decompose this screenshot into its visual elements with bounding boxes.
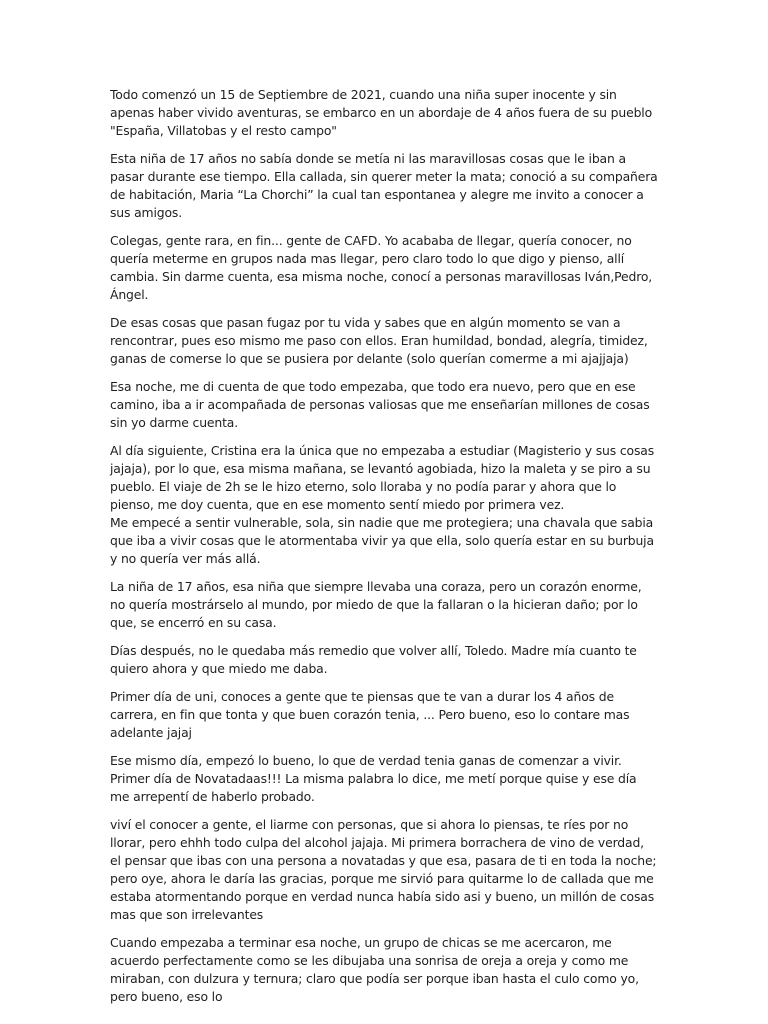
paragraph-7: Me empecé a sentir vulnerable, sola, sin nadie que me protegiera; una chavala que sabia que iba a vivir cosas que le atormentaba vivir ya que ella, solo quería estar en su burbuja y no quería ver más allá. xyxy=(110,515,654,566)
paragraph-6: Al día siguiente, Cristina era la única que no empezaba a estudiar (Magisterio y sus cosas jajaja), por lo que, esa misma mañana, se levantó agobiada, hizo la maleta y se piro a su pueblo. El viaje de 2h se le hizo eterno, solo lloraba y no podía parar y ahora que lo pienso, me doy cuenta, que en ese momento sentí miedo por primera vez. xyxy=(110,443,655,512)
paragraph-1: Todo comenzó un 15 de Septiembre de 2021, cuando una niña super inocente y sin apenas haber vivido aventuras, se embarco en un abordaje de 4 años fuera de su pueblo "España, Villatobas y el resto campo" xyxy=(110,87,653,138)
paragraph-3: Colegas, gente rara, en fin... gente de CAFD. Yo acababa de llegar, quería conocer, no quería meterme en grupos nada mas llegar, pero claro todo lo que digo y pienso, allí cambia. Sin darme cuenta, esa misma noche, conocí a personas maravillosas Iván,Pedro, Ángel. xyxy=(110,233,653,302)
paragraph-4: De esas cosas que pasan fugaz por tu vida y sabes que en algún momento se van a rencontrar, pues eso mismo me paso con ellos. Eran humildad, bondad, alegría, timidez, ganas de comerse lo que se pusiera por delante (solo querían comerme a mi ajajjaja) xyxy=(110,315,648,366)
paragraph-2: Esta niña de 17 años no sabía donde se metía ni las maravillosas cosas que le iban a pasar durante ese tiempo. Ella callada, sin querer meter la mata; conoció a su compañera de habitación, Maria “La Chorchi” la cual tan espontanea y alegre me invito a conocer a sus amigos. xyxy=(110,151,658,220)
paragraph-13: Cuando empezaba a terminar esa noche, un grupo de chicas se me acercaron, me acuerdo perfectamente como se les dibujaba una sonrisa de oreja a oreja y como me miraban, con dulzura y ternura; claro que podía ser porque iban hasta el culo como yo, pero bueno, eso lo xyxy=(110,935,639,1004)
document-body xyxy=(110,86,658,1016)
paragraph-12: viví el conocer a gente, el liarme con personas, que si ahora lo piensas, te ríes por no llorar, pero ehhh todo culpa del alcohol jajaja. Mi primera borrachera de vino de verdad, el pensar que ibas con una persona a novatadas y que esa, pasara de ti en toda la noche; pero oye, ahora le daría las gracias, porque me sirvió para quitarme lo de callada que me estaba atormentando porque en verdad nunca había sido asi y bueno, un millón de cosas mas que son irrelevantes xyxy=(110,817,657,922)
paragraph-5: Esa noche, me di cuenta de que todo empezaba, que todo era nuevo, pero que en ese camino, iba a ir acompañada de personas valiosas que me enseñarían millones de cosas sin yo darme cuenta. xyxy=(110,379,650,430)
paragraph-11: Ese mismo día, empezó lo bueno, lo que de verdad tenia ganas de comenzar a vivir. Primer día de Novatadaas!!! La misma palabra lo dice, me metí porque quise y ese día me arrepentí de haberlo probado. xyxy=(110,753,637,804)
paragraph-10: Primer día de uni, conoces a gente que te piensas que te van a durar los 4 años de carrera, en fin que tonta y que buen corazón tenia, ... Pero bueno, eso lo contare mas adelante jajaj xyxy=(110,689,630,740)
paragraph-9: Días después, no le quedaba más remedio que volver allí, Toledo. Madre mía cuanto te quiero ahora y que miedo me daba. xyxy=(110,643,637,676)
paragraph-8: La niña de 17 años, esa niña que siempre llevaba una coraza, pero un corazón enorme, no quería mostrárselo al mundo, por miedo de que la fallaran o la hicieran daño; por lo que, se encerró en su casa. xyxy=(110,579,642,630)
